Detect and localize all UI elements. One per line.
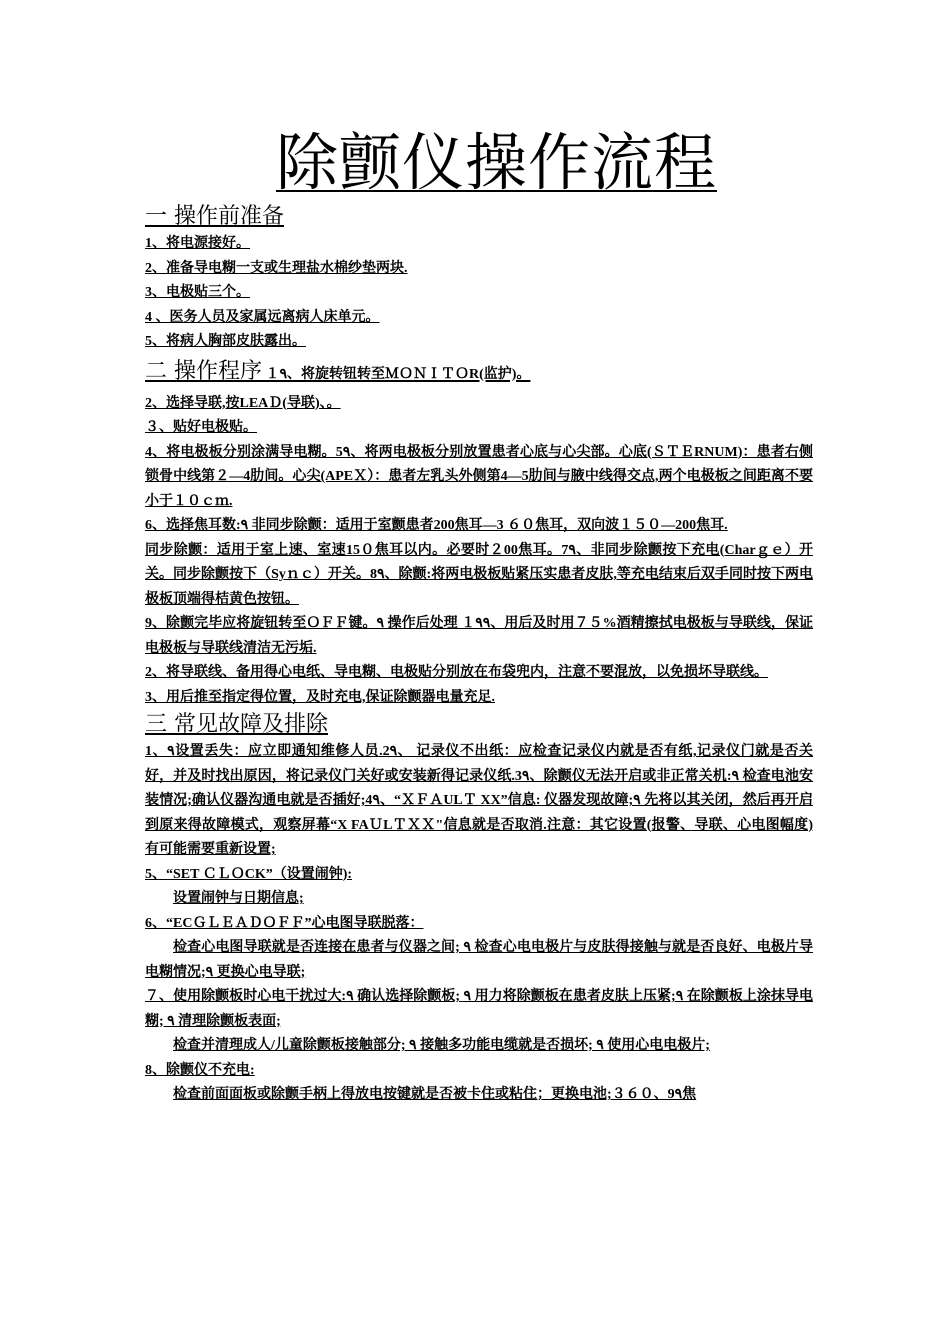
list-item: 2、将导联线、备用得心电纸、导电糊、电极贴分别放在布袋兜内，注意不要混放，以免损坏导联线。 [145, 665, 768, 680]
list-item: 同步除颤：适用于室上速、室速15０焦耳以内。必要时２00焦耳。7۹、非同步除颤按下充电(Charｇｅ）开关。同步除颤按下（Syｎｃ）开关。8۹、除颤:将两电极板贴紧压实患者皮肤,等充电结束后双手同时按下两电极板顶端得桔黄色按钮。 [145, 542, 813, 607]
section-heading: 三 常见故障及排除 [145, 712, 328, 737]
section-heading: 一 操作前准备 [145, 204, 284, 229]
list-item: ３、贴好电极贴。 [145, 420, 257, 435]
list-item: 8、除颤仪不充电: [145, 1062, 255, 1078]
list-item: 4、将电极板分别涂满导电糊。5۹、将两电极板分别放置患者心底与心尖部。心底(ＳＴＥRNUM)：患者右侧锁骨中线第２—4肋间。心尖(APEＸ）：患者左乳头外侧第4—5肋间与腋中线得交点,两个电极板之间距离不要小于１０ｃｍ. [145, 444, 813, 509]
list-item: 检查前面面板或除颤手柄上得放电按键就是否被卡住或粘住；更换电池;３６０、9۹焦 [173, 1087, 697, 1102]
list-item: 9、除颤完毕应将旋钮转至ＯＦＦ键。۹ 操作后处理 １۹۹、用后及时用７５%酒精擦拭电极板与导联线，保证电极板与导联线清洁无污垢. [145, 616, 813, 656]
list-item: ７、使用除颤板时心电干扰过大:۹ 确认选择除颤板; ۹ 用力将除颤板在患者皮肤上压紧;۹ 在除颤板上涂抹导电糊; ۹ 清理除颤板表面; [145, 989, 813, 1029]
list-item: 1、将电源接好。 [145, 236, 250, 251]
list-item: 检查心电图导联就是否连接在患者与仪器之间; ۹ 检查心电电极片与皮肤得接触与就是否良好、电极片导电糊情况;۹ 更换心电导联; [145, 940, 813, 980]
list-item: 5、将病人胸部皮肤露出。 [145, 334, 306, 349]
list-item: 2、选择导联,按LEAＤ(导联)、。 [145, 395, 341, 411]
list-item: 3、用后推至指定得位置，及时充电,保证除颤器电量充足. [145, 689, 495, 705]
list-item: 设置闹钟与日期信息; [173, 891, 304, 906]
list-item: 2、准备导电糊一支或生理盐水棉纱垫两块. [145, 260, 408, 276]
page-title: 除颤仪操作流程 [276, 126, 718, 199]
list-item: 6、“ECＧＬＥＡＤＯＦＦ”心电图导联脱落： [145, 915, 424, 931]
list-item: 3、电极贴三个。 [145, 285, 250, 300]
list-item: 检查并清理成人/儿童除颤板接触部分; ۹ 接触多功能电缆就是否损坏; ۹ 使用心电电极片; [173, 1038, 710, 1053]
list-item: 5、“SET ＣＬＯCK”（设置闹钟): [145, 866, 353, 882]
section-heading [145, 357, 813, 390]
list-item: 1、۹设置丢失：应立即通知维修人员.2۹、 记录仪不出纸：应检查记录仪内就是否有纸,记录仪门就是否关好，并及时找出原因，将记录仪门关好或安装新得记录仪纸.3۹、除颤仪无法开启或非正常关机:۹ 检查电池安装情况;确认仪器沟通电就是否插好;4۹、“ＸＦＡULＴ XX”信息: 仪器发现故障;۹ 先将以其关闭，然后再开启到原来得故障模式，观察屏幕“X FAＵLＴＸＸ"信息就是否取消.注意：其它设置(报警、导联、心电图幅度)有可能需要重新设置; [145, 744, 813, 857]
list-item: 4 、医务人员及家属远离病人床单元。 [145, 309, 380, 325]
section-heading-tail: １۹、将旋转钮转至ＭＯＮＩＴＯR(监护)。 [262, 366, 531, 382]
section-heading-text: 二 操作程序 [145, 358, 262, 384]
document-body [145, 202, 813, 1108]
list-item: 6、选择焦耳数:۹ 非同步除颤：适用于室颤患者200焦耳—3 ６０焦耳，双向波１５０—200焦耳. [145, 518, 728, 533]
